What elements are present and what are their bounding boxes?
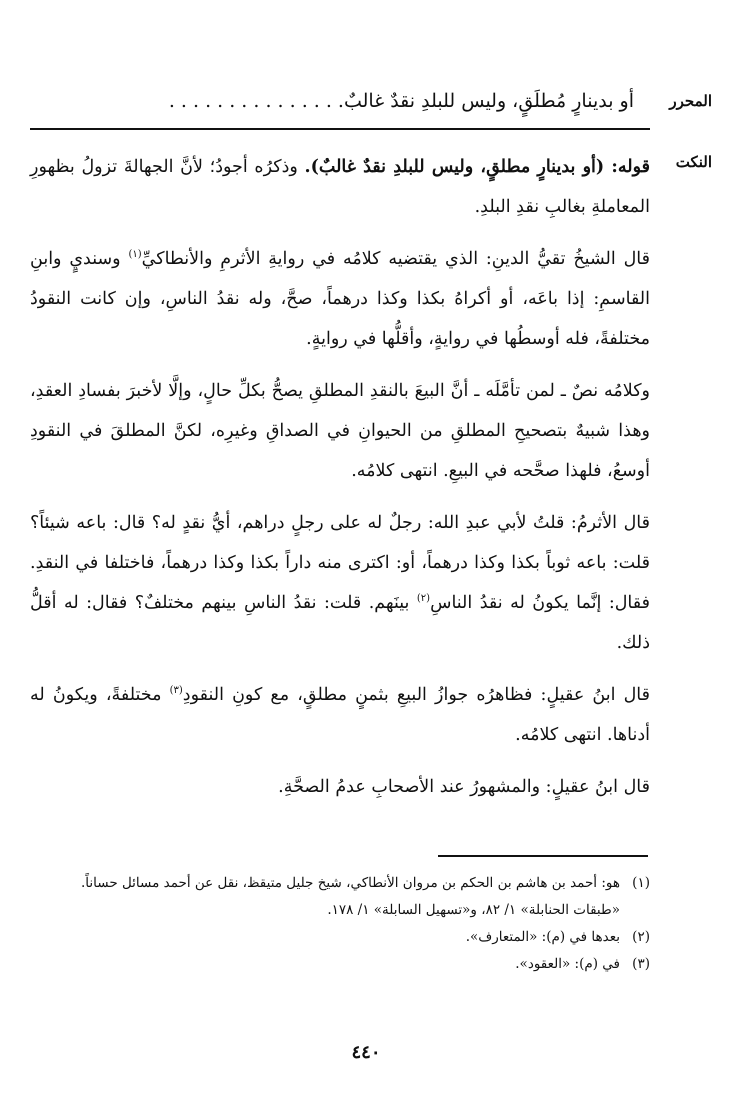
footnote-ref-2: (٢): [416, 593, 431, 605]
page-number: ٤٤٠: [351, 1042, 381, 1063]
paragraph-2-text-a: قال الشيخُ تقيُّ الدينِ: الذي يقتضيه كلامُه في روايةِ الأثرمِ والأنطاكيِّ: [141, 249, 650, 269]
paragraph-4-text-a: قال الأثرمُ: قلتُ لأبي عبدِ الله: رجلٌ له على رجلٍ دراهم، أيُّ نقدٍ له؟ قال: باعه شيئاً؟ قلت: باعه ثوباً بكذا وكذا درهماً، أو: اكترى منه داراً بكذا وكذا درهماً، فاختلفا في النقدِ. فقال: إنَّما يكونُ له نقدُ الناسِ: [30, 513, 650, 613]
section-divider: [30, 128, 650, 130]
muharrar-label: المحرر: [669, 92, 712, 110]
footnote-2: [30, 924, 650, 951]
commentary-body: [30, 147, 650, 819]
paragraph-3: وكلامُه نصٌ ـ لمن تأمَّلَه ـ أنَّ البيعَ بالنقدِ المطلقِ يصحُّ بكلِّ حالٍ، وإلَّا لأخبرَ بفسادِ العقدِ، وهذا شبيهٌ بتصحيحِ المطلقِ من الحيوانِ في الصداقِ وغيرِه، لكنَّ المطلقَ في النقودِ أوسعُ، فلهذا صحَّحه في البيعِ. انتهى كلامُه.: [30, 381, 650, 481]
footnote-number: (١): [632, 875, 650, 891]
paragraph-5-text-a: قال ابنُ عقيلٍ: فظاهرُه جوازُ البيعِ بثمنٍ مطلقٍ، مع كونِ النقودِ: [182, 685, 650, 705]
nukat-label: النكت: [675, 153, 712, 171]
paragraph-4-text-b: بينَهم. قلت: نقدُ الناسِ بينهم مختلفٌ؟ فقال: له أقلُّ ذلك.: [30, 593, 650, 653]
paragraph-6: قال ابنُ عقيلٍ: والمشهورُ عند الأصحابِ عدمُ الصحَّةِ.: [278, 777, 650, 797]
paragraph-1: [30, 147, 650, 227]
matn-line: [114, 86, 634, 116]
footnote-1: [30, 870, 650, 897]
quoted-matn: قوله: (أو بدينارٍ مطلقٍ، وليس للبلدِ نقدٌ غالبٌ).: [304, 157, 651, 177]
footnote-3: [30, 951, 650, 978]
matn-dots: . . . . . . . . . . . . . . .: [168, 90, 344, 112]
paragraph-4: [30, 503, 650, 663]
footnote-number: (٣): [632, 956, 650, 972]
footnote-ref-3: (٣): [169, 685, 183, 697]
footnote-text: في (م): «العقود».: [515, 956, 620, 972]
paragraph-2: [30, 239, 650, 359]
paragraph-2-text-b: وسنديٍ وابنِ القاسمِ: إذا باعَه، أو أكراهُ بكذا وكذا درهماً، صحَّ، وله نقدُ الناسِ، وإن كانت النقودُ مختلفةً، فله أوسطُها في روايةٍ، وأقلُّها في روايةٍ.: [30, 249, 650, 349]
paragraph-5: [30, 675, 650, 755]
footnote-number: (٢): [632, 929, 650, 945]
footnote-ref-1: (١): [128, 249, 142, 261]
footnote-text: بعدها في (م): «المتعارف».: [465, 929, 620, 945]
matn-text: أو بدينارٍ مُطلَقٍ، وليس للبلدِ نقدٌ غالبٌ: [343, 90, 634, 112]
footnotes: [30, 870, 650, 978]
footnote-divider: [438, 855, 648, 857]
paragraph-5-text-b: مختلفةً، ويكونُ له أدناها. انتهى كلامُه.: [30, 685, 650, 745]
footnote-text: هو: أحمد بن هاشم بن الحكم بن مروان الأنطاكي، شيخ جليل متيقظ، نقل عن أحمد مسائل حساناً.: [81, 875, 620, 891]
footnote-1-continued: «طبقات الحنابلة» ١/ ٨٢، و«تسهيل السابلة» ١/ ١٧٨.: [327, 902, 620, 918]
paragraph-1-rest: وذكرُه أجودُ؛ لأنَّ الجهالةَ تزولُ بظهورِ المعاملةِ بغالبِ نقدِ البلدِ.: [30, 157, 650, 217]
